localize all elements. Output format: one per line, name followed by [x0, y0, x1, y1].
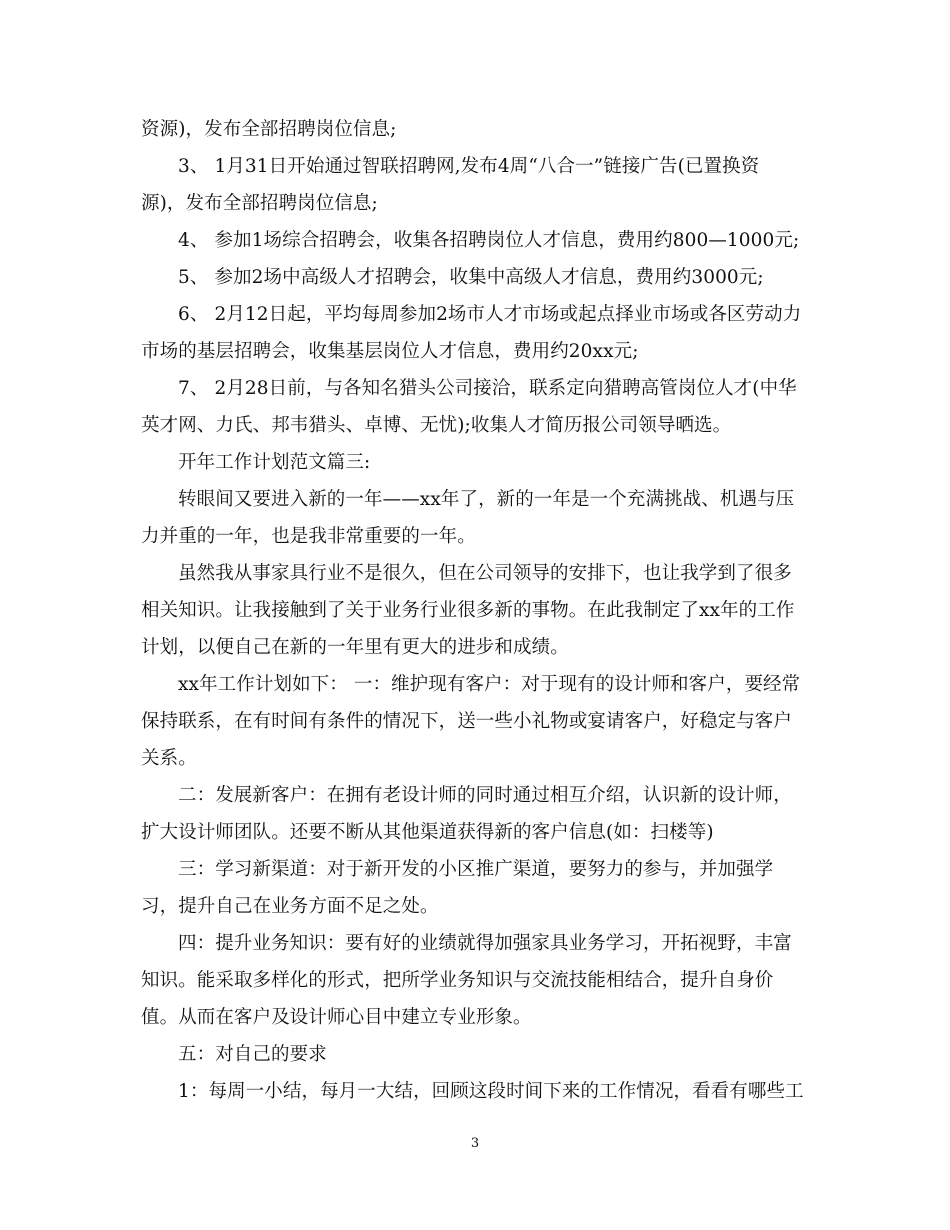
- text-line: 力并重的一年，也是我非常重要的一年。: [141, 526, 476, 547]
- text-line: 知识。能采取多样化的形式，把所学业务知识与交流技能相结合，提升自身价: [141, 970, 774, 991]
- section-heading: 开年工作计划范文篇三:: [178, 452, 371, 473]
- text-line: 转眼间又要进入新的一年——xx年了，新的一年是一个充满挑战、机遇与压: [178, 489, 795, 510]
- text-line: 4、 参加1场综合招聘会，收集各招聘岗位人才信息，费用约800—1000元;: [178, 230, 800, 251]
- text-line: 1：每周一小结，每月一大结，回顾这段时间下来的工作情况，看看有哪些工: [178, 1081, 804, 1102]
- text-line: 英才网、力氏、邦韦猎头、卓博、无忧);收集人才简历报公司领导晒选。: [141, 415, 732, 436]
- text-line: xx年工作计划如下： 一：维护现有客户：对于现有的设计师和客户，要经常: [178, 674, 801, 695]
- text-line: 5、 参加2场中高级人才招聘会，收集中高级人才信息，费用约3000元;: [178, 267, 764, 288]
- text-line: 6、 2月12日起，平均每周参加2场市人才市场或起点择业市场或各区劳动力: [178, 304, 802, 325]
- text-line: 三：学习新渠道：对于新开发的小区推广渠道，要努力的参与，并加强学: [178, 859, 774, 880]
- text-line: 3、 1月31日开始通过智联招聘网,发布4周“八合一”链接广告(已置换资: [178, 156, 760, 177]
- text-line: 源)，发布全部招聘岗位信息;: [141, 193, 378, 214]
- text-line: 保持联系，在有时间有条件的情况下，送一些小礼物或宴请客户，好稳定与客户: [141, 711, 793, 732]
- text-line: 7、 2月28日前，与各知名猎头公司接洽，联系定向猎聘高管岗位人才(中华: [178, 378, 797, 399]
- text-line: 虽然我从事家具行业不是很久，但在公司领导的安排下，也让我学到了很多: [178, 563, 792, 584]
- text-line: 二：发展新客户：在拥有老设计师的同时通过相互介绍，认识新的设计师，: [178, 785, 792, 806]
- text-line: 习，提升自己在业务方面不足之处。: [141, 896, 439, 917]
- page-number: 3: [470, 1136, 480, 1151]
- text-line: 市场的基层招聘会，收集基层岗位人才信息，费用约20xx元;: [141, 341, 639, 362]
- text-line: 资源)，发布全部招聘岗位信息;: [141, 119, 397, 140]
- text-line: 值。从而在客户及设计师心目中建立专业形象。: [141, 1007, 532, 1028]
- text-line: 五：对自己的要求: [178, 1044, 327, 1065]
- text-line: 扩大设计师团队。还要不断从其他渠道获得新的客户信息(如：扫楼等): [141, 822, 714, 843]
- text-line: 计划，以便自己在新的一年里有更大的进步和成绩。: [141, 637, 569, 658]
- text-line: 相关知识。让我接触到了关于业务行业很多新的事物。在此我制定了xx年的工作: [141, 600, 795, 621]
- text-line: 关系。: [141, 748, 197, 769]
- text-line: 四：提升业务知识：要有好的业绩就得加强家具业务学习，开拓视野，丰富: [178, 933, 792, 954]
